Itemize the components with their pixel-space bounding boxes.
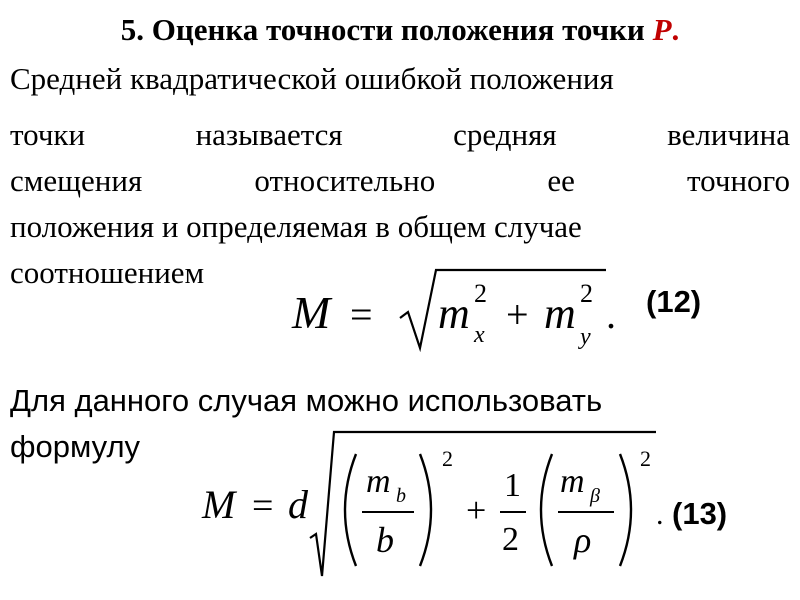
usage-line-2-text: формулу xyxy=(10,429,141,464)
formula-12-sub-y: y xyxy=(580,324,591,350)
formula-13-plus: + xyxy=(466,490,487,530)
formula-13 xyxy=(196,426,676,584)
word: ее xyxy=(547,163,575,198)
word: смещения xyxy=(10,163,143,198)
formula-13-end: . xyxy=(656,498,664,531)
formula-12-m-y: m xyxy=(544,289,576,338)
word: точного xyxy=(687,163,790,198)
formula-13-left-paren-1 xyxy=(345,454,356,566)
title-point-letter: P xyxy=(652,12,672,47)
word: средняя xyxy=(453,117,557,152)
definition-line-4-text: положения и определяемая в общем случае xyxy=(10,209,582,244)
word: точки xyxy=(10,117,86,152)
formula-13-left-paren-2 xyxy=(541,454,552,566)
word: величина xyxy=(667,117,790,152)
formula-12-svg xyxy=(288,262,638,352)
formula-12-end: . xyxy=(606,292,616,337)
formula-13-right-paren-2 xyxy=(620,454,631,566)
formula-13-power-2: 2 xyxy=(640,446,651,471)
word: относительно xyxy=(254,163,436,198)
formula-12-sub-x: x xyxy=(474,322,485,348)
formula-12 xyxy=(288,262,638,352)
formula-12-sup-x: 2 xyxy=(474,279,487,308)
formula-12-equals: = xyxy=(350,292,373,337)
formula-13-svg xyxy=(196,426,676,584)
definition-line-1-text: Средней квадратической ошибкой положения xyxy=(10,61,614,96)
definition-line-3 xyxy=(10,158,790,204)
formula-13-power-1: 2 xyxy=(442,446,453,471)
formula-13-frac2-den: ρ xyxy=(574,520,592,560)
usage-line-1-text: Для данного случая можно использовать xyxy=(10,383,603,418)
formula-12-m-x: m xyxy=(438,289,470,338)
definition-line-4 xyxy=(10,204,790,250)
title-end: . xyxy=(671,12,680,47)
formula-13-equals: = xyxy=(252,485,274,527)
formula-13-frac2-num-sub: β xyxy=(590,485,600,507)
formula-12-lhs: M xyxy=(292,287,331,338)
formula-13-right-paren-1 xyxy=(420,454,431,566)
formula-13-half-den: 2 xyxy=(502,521,519,558)
formula-13-coef: d xyxy=(288,482,308,527)
formula-13-half-num: 1 xyxy=(504,467,521,504)
formula-12-sup-y: 2 xyxy=(580,279,593,308)
formula-13-frac2-num: m xyxy=(560,463,585,500)
formula-12-plus: + xyxy=(506,292,529,337)
formula-13-frac1-num: m xyxy=(366,463,391,500)
slide-title xyxy=(0,10,800,50)
formula-13-lhs: M xyxy=(202,482,236,527)
definition-line-1 xyxy=(10,56,790,102)
definition-line-2 xyxy=(10,112,790,158)
formula-13-frac1-den: b xyxy=(376,520,394,560)
equation-number-13: (13) xyxy=(672,496,728,531)
usage-line-1 xyxy=(10,378,800,424)
definition-line-5-text: соотношением xyxy=(10,255,205,290)
equation-number-12: (12) xyxy=(646,284,702,319)
title-text: 5. Оценка точности положения точки xyxy=(120,12,653,47)
formula-13-frac1-num-sub: b xyxy=(396,485,406,507)
word: называется xyxy=(195,117,343,152)
